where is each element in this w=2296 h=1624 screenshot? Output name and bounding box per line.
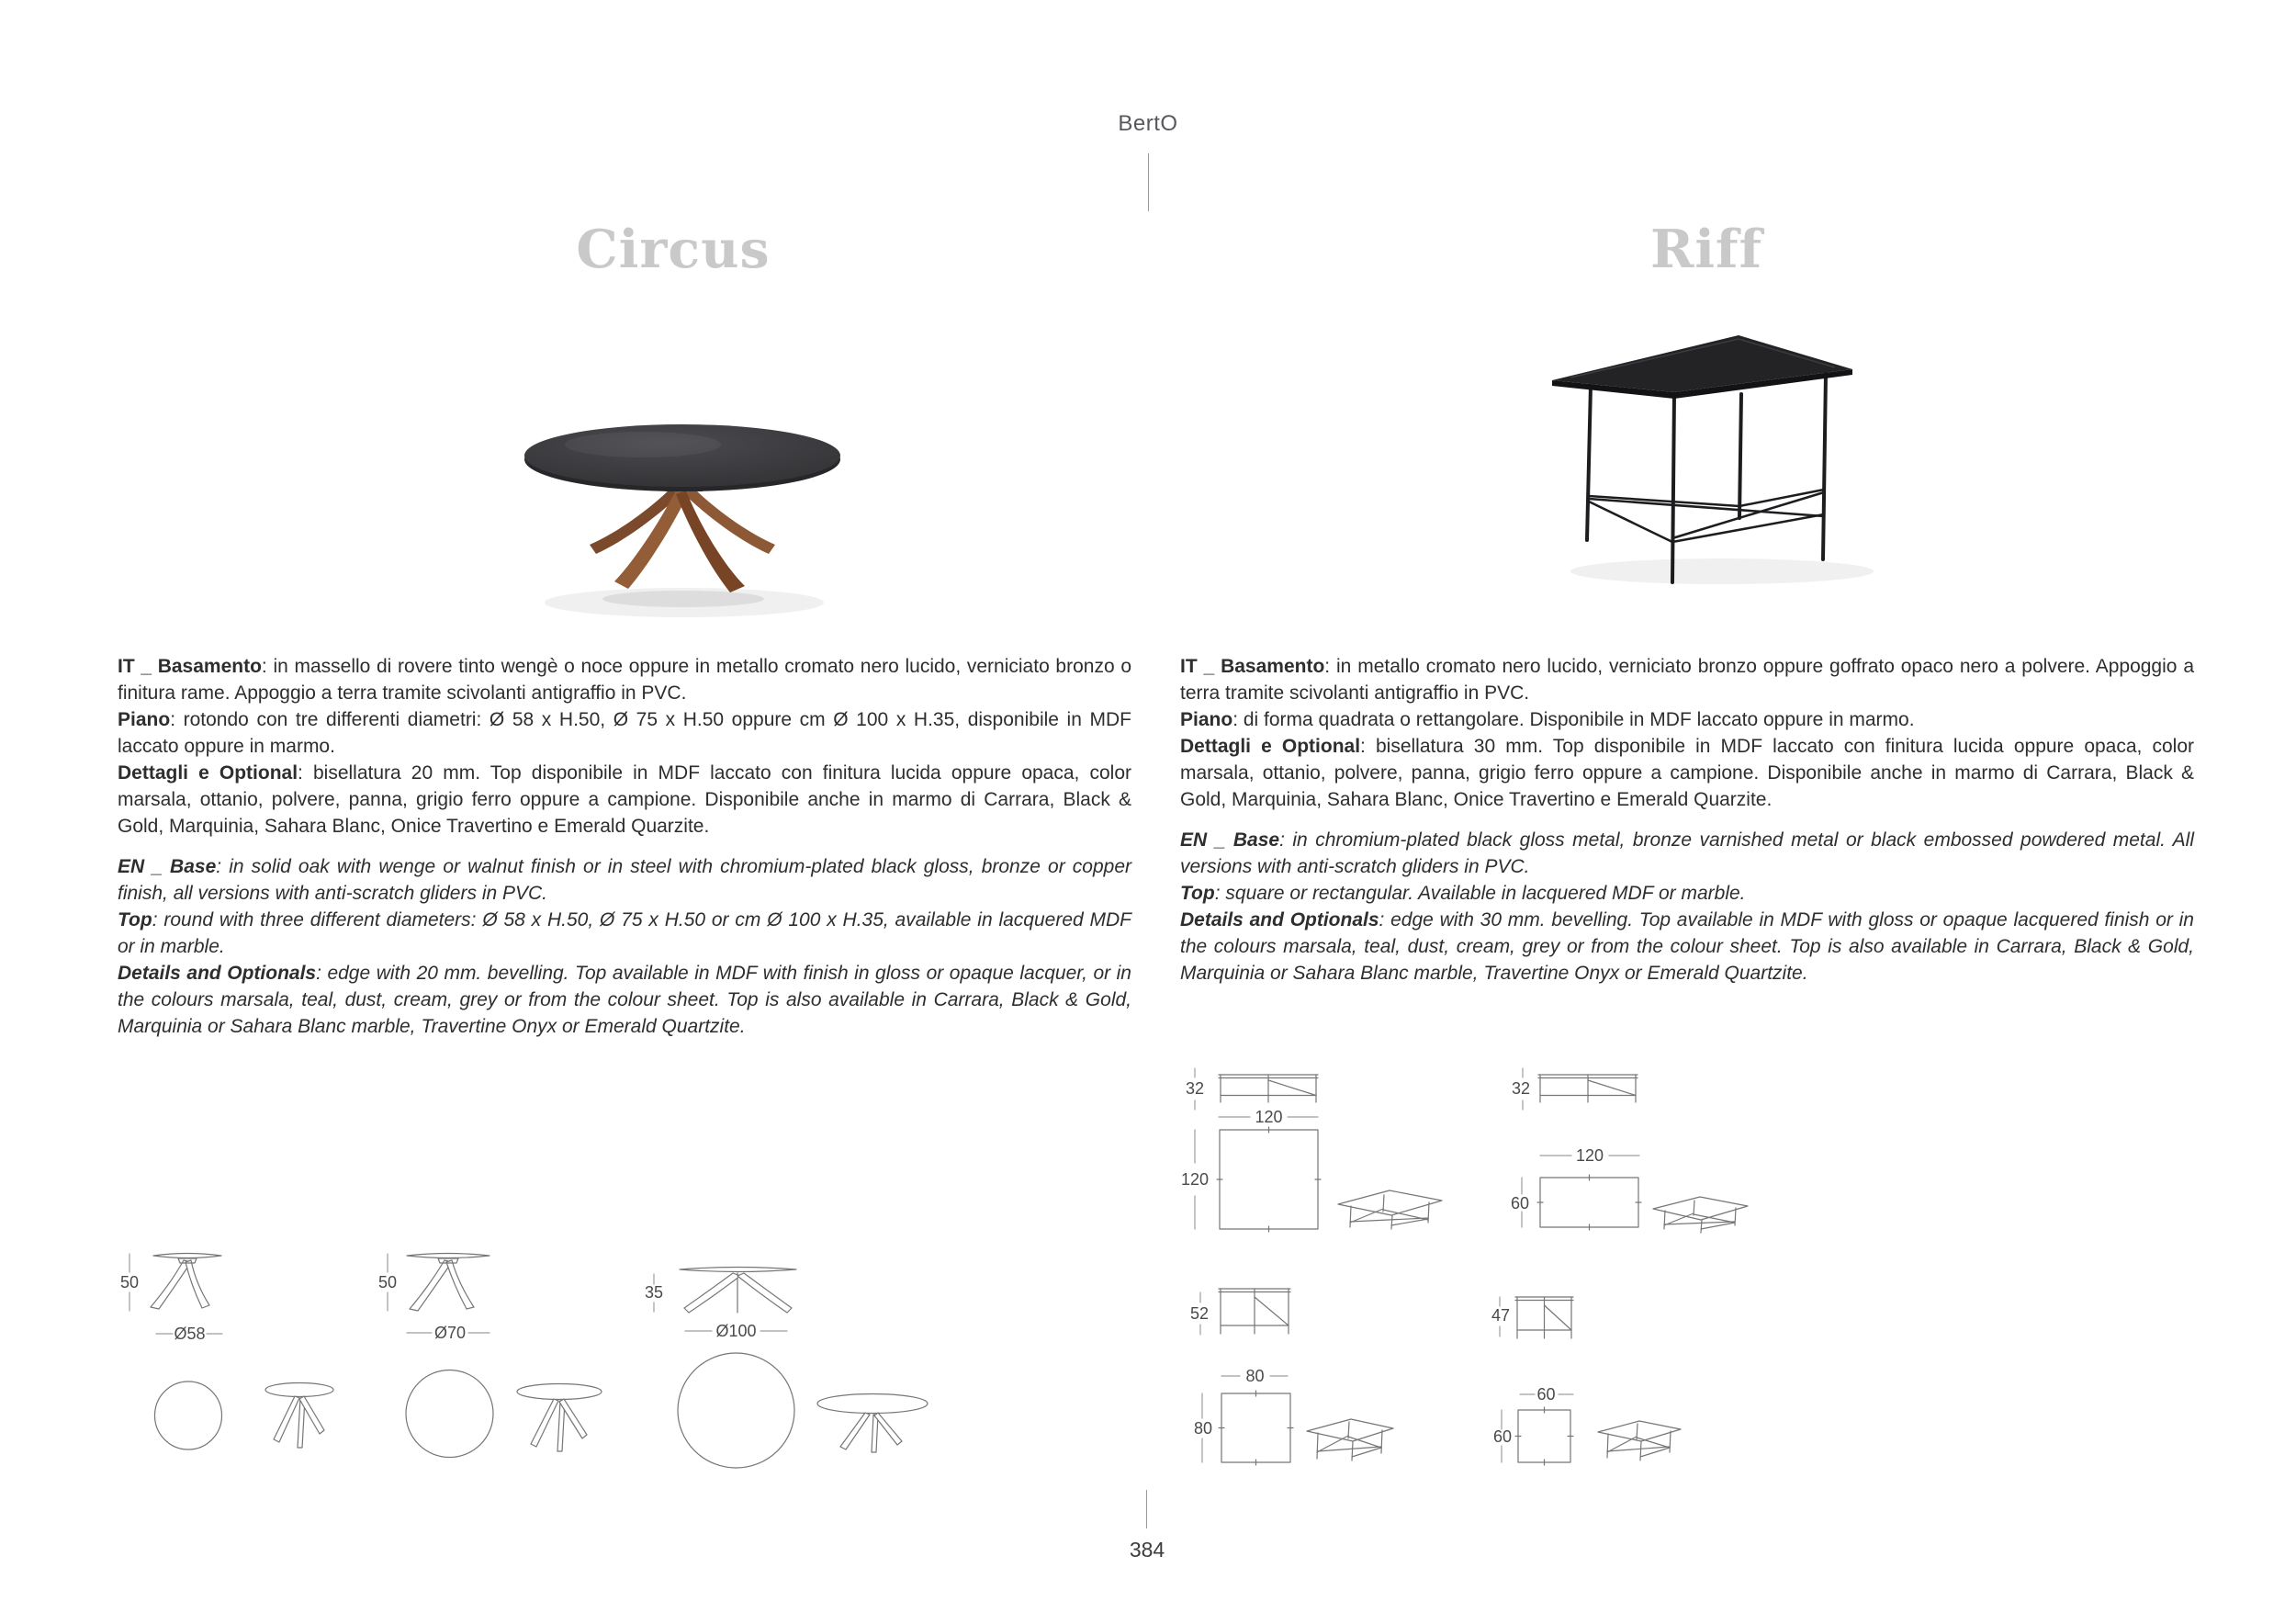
circus-it-top-paragraph xyxy=(118,706,1131,760)
circus-dim-height-70 xyxy=(378,1254,397,1311)
circus-dim-diameter-100 xyxy=(685,1322,787,1340)
circus-plan-d100 xyxy=(678,1353,794,1468)
circus-plan-d70 xyxy=(406,1370,493,1458)
riff-photo-shadow xyxy=(1570,558,1874,584)
riff-dimension-drawings xyxy=(1180,1066,1754,1470)
dim-label-height: 47 xyxy=(1491,1306,1511,1325)
paragraph-text: : square or rectangular. Available in lacquered MDF or marble. xyxy=(1214,883,1746,904)
riff-en-top-paragraph xyxy=(1180,880,2194,907)
paragraph-label: Top xyxy=(118,909,152,930)
paragraph-label: Piano xyxy=(118,709,171,730)
riff-description xyxy=(1180,653,2194,987)
circus-3d-d70 xyxy=(517,1384,602,1452)
riff-dim-width-80x80 xyxy=(1221,1367,1288,1385)
circus-it-details-paragraph xyxy=(118,760,1131,840)
circus-en-block xyxy=(118,853,1131,1040)
paragraph-label: EN _ Base xyxy=(118,856,217,877)
circus-photo-legs xyxy=(590,479,775,592)
riff-3d-60x60 xyxy=(1598,1421,1681,1460)
circus-en-details-paragraph xyxy=(118,960,1131,1040)
paragraph-text: : in chromium-plated black gloss metal, bronze varnished metal or black embossed powdered metal. All versions with anti-scratch gliders in PVC. xyxy=(1180,829,2195,877)
dim-label-depth: 60 xyxy=(1492,1427,1513,1446)
dim-label-depth: 80 xyxy=(1193,1419,1213,1438)
dim-label-diameter: Ø58 xyxy=(174,1325,206,1343)
circus-dim-diameter-70 xyxy=(407,1324,490,1342)
riff-3d-80x80 xyxy=(1307,1419,1393,1460)
circus-elevation-d100 xyxy=(680,1268,796,1314)
riff-en-base-paragraph xyxy=(1180,827,2194,880)
circus-it-base-paragraph xyxy=(118,653,1131,706)
dim-label-diameter: Ø70 xyxy=(433,1324,467,1342)
product-title-circus: Circus xyxy=(576,219,771,280)
header-divider xyxy=(1148,153,1149,211)
dim-label-width: 80 xyxy=(1245,1367,1265,1385)
riff-it-block xyxy=(1180,653,2194,813)
dim-label-width: 120 xyxy=(1255,1108,1283,1126)
dim-label-depth: 60 xyxy=(1510,1194,1530,1212)
paragraph-label: IT _ Basamento xyxy=(1180,656,1325,677)
riff-dim-width-120x120 xyxy=(1219,1108,1318,1126)
paragraph-text: : di forma quadrata o rettangolare. Disponibile in MDF laccato oppure in marmo. xyxy=(1232,709,1915,730)
page-number: 384 xyxy=(1129,1538,1165,1562)
circus-dim-diameter-58 xyxy=(156,1325,222,1343)
dim-label-diameter: Ø100 xyxy=(715,1322,757,1340)
paragraph-label: Details and Optionals xyxy=(1180,909,1379,930)
paragraph-text: : bisellatura 20 mm. Top disponibile in MDF laccato con finitura lucida oppure opaca, color marsala, ottanio, polvere, panna, grigio ferro oppure a campione. Disponibile anche in marmo di Carrara, Black & Gold, Marquinia, Sahara Blanc, Onice Travertino e Emerald Quarzite. xyxy=(118,762,1131,837)
paragraph-label: IT _ Basamento xyxy=(118,656,262,677)
riff-dim-height-120x120 xyxy=(1186,1068,1204,1110)
riff-plan-60x60 xyxy=(1515,1407,1573,1465)
riff-dim-depth-60x60 xyxy=(1493,1410,1512,1462)
dim-label-height: 50 xyxy=(377,1273,398,1291)
dim-label-height: 32 xyxy=(1511,1079,1531,1098)
riff-dim-depth-80x80 xyxy=(1194,1393,1212,1462)
riff-dim-width-60x60 xyxy=(1520,1385,1573,1404)
riff-3d-120x120 xyxy=(1338,1190,1442,1229)
riff-dim-depth-120x60 xyxy=(1511,1178,1529,1227)
paragraph-text: : in solid oak with wenge or walnut finish or in steel with chromium-plated black gloss, bronze or copper finish, all versions with anti-scratch gliders in PVC. xyxy=(118,856,1131,904)
riff-it-top-paragraph xyxy=(1180,706,2194,733)
circus-plan-d58 xyxy=(155,1382,222,1449)
dim-label-width: 120 xyxy=(1575,1146,1604,1165)
paragraph-label: Dettagli e Optional xyxy=(1180,736,1361,757)
riff-plan-80x80 xyxy=(1219,1391,1293,1465)
riff-photo-top xyxy=(1552,335,1852,399)
circus-3d-d100 xyxy=(817,1394,928,1453)
circus-en-top-paragraph xyxy=(118,907,1131,960)
circus-photo-top xyxy=(524,424,840,491)
circus-it-block xyxy=(118,653,1131,840)
dim-label-width: 60 xyxy=(1536,1385,1556,1404)
circus-dimension-drawings xyxy=(110,1245,946,1479)
riff-dim-height-120x60 xyxy=(1512,1068,1530,1110)
riff-elevation-120x120 xyxy=(1219,1075,1318,1102)
riff-product-photo xyxy=(1543,321,1947,597)
riff-dim-width-120x60 xyxy=(1540,1146,1639,1165)
circus-elevation-d70 xyxy=(407,1254,490,1312)
paragraph-label: Top xyxy=(1180,883,1215,904)
riff-it-base-paragraph xyxy=(1180,653,2194,706)
riff-en-block xyxy=(1180,827,2194,987)
riff-dim-height-80x80 xyxy=(1190,1292,1209,1335)
dim-label-height: 52 xyxy=(1189,1304,1210,1323)
circus-product-photo xyxy=(505,395,891,634)
dim-label-height: 50 xyxy=(119,1273,140,1291)
paragraph-label: Dettagli e Optional xyxy=(118,762,298,784)
dim-label-height: 35 xyxy=(644,1283,664,1302)
paragraph-text: : edge with 20 mm. bevelling. Top available in MDF with finish in gloss or opaque lacquer, or in the colours marsala, teal, dust, cream, grey or from the colour sheet. Top is also available in Carrara, Black & Gold, Marquinia or Sahara Blanc marble, Travertine Onyx or Emerald Quartzite. xyxy=(118,963,1131,1037)
riff-elevation-60x60 xyxy=(1515,1297,1573,1338)
circus-dim-height-100 xyxy=(645,1274,663,1312)
riff-elevation-80x80 xyxy=(1219,1289,1290,1334)
paragraph-text: : edge with 30 mm. bevelling. Top available in MDF with gloss or opaque lacquered finish or in the colours marsala, teal, dust, cream, grey or from the colour sheet. Top is also available in Carrara, Black & Gold, Marquinia or Sahara Blanc marble, Travertine Onyx or Emerald Quartzite. xyxy=(1180,909,2194,984)
circus-elevation-d58 xyxy=(151,1254,221,1310)
riff-dim-height-60x60 xyxy=(1491,1297,1510,1336)
riff-photo-base xyxy=(1587,374,1826,582)
circus-3d-d58 xyxy=(265,1383,333,1449)
riff-it-details-paragraph xyxy=(1180,733,2194,813)
paragraph-text: : bisellatura 30 mm. Top disponibile in MDF laccato con finitura lucida oppure opaca, color marsala, ottanio, polvere, panna, grigio ferro oppure a campione. Disponibile anche in marmo di Carrara, Black & Gold, Marquinia, Sahara Blanc, Onice Travertino e Emerald Quarzite. xyxy=(1180,736,2194,810)
circus-dim-height-58 xyxy=(120,1254,139,1311)
product-title-riff: Riff xyxy=(1649,219,1763,280)
circus-description xyxy=(118,653,1131,1040)
paragraph-label: Piano xyxy=(1180,709,1233,730)
paragraph-label: Details and Optionals xyxy=(118,963,317,984)
riff-dim-depth-120x120 xyxy=(1181,1130,1209,1229)
paragraph-text: : rotondo con tre differenti diametri: Ø 58 x H.50, Ø 75 x H.50 oppure cm Ø 100 x H.35, disponibile in MDF laccato oppure in marmo. xyxy=(118,709,1131,757)
riff-3d-120x60 xyxy=(1653,1197,1748,1233)
paragraph-label: EN _ Base xyxy=(1180,829,1280,851)
riff-plan-120x120 xyxy=(1217,1127,1321,1232)
riff-elevation-120x60 xyxy=(1538,1075,1638,1102)
dim-label-height: 32 xyxy=(1185,1079,1205,1098)
paragraph-text: : in massello di rovere tinto wengè o noce oppure in metallo cromato nero lucido, verniciato bronzo o finitura rame. Appoggio a terra tramite scivolanti antigraffio in PVC. xyxy=(118,656,1131,704)
footer-divider xyxy=(1146,1490,1147,1528)
riff-plan-120x60 xyxy=(1537,1175,1641,1230)
circus-photo-shadow xyxy=(545,588,824,617)
paragraph-text: : in metallo cromato nero lucido, verniciato bronzo oppure goffrato opaco nero a polvere. Appoggio a terra tramite scivolanti antigraffio in PVC. xyxy=(1180,656,2195,704)
brand-logo: BertO xyxy=(1118,111,1178,136)
dim-label-depth: 120 xyxy=(1180,1170,1210,1189)
circus-en-base-paragraph xyxy=(118,853,1131,907)
paragraph-text: : round with three different diameters: Ø 58 x H.50, Ø 75 x H.50 or cm Ø 100 x H.35, available in lacquered MDF or in marble. xyxy=(118,909,1131,957)
riff-en-details-paragraph xyxy=(1180,907,2194,987)
